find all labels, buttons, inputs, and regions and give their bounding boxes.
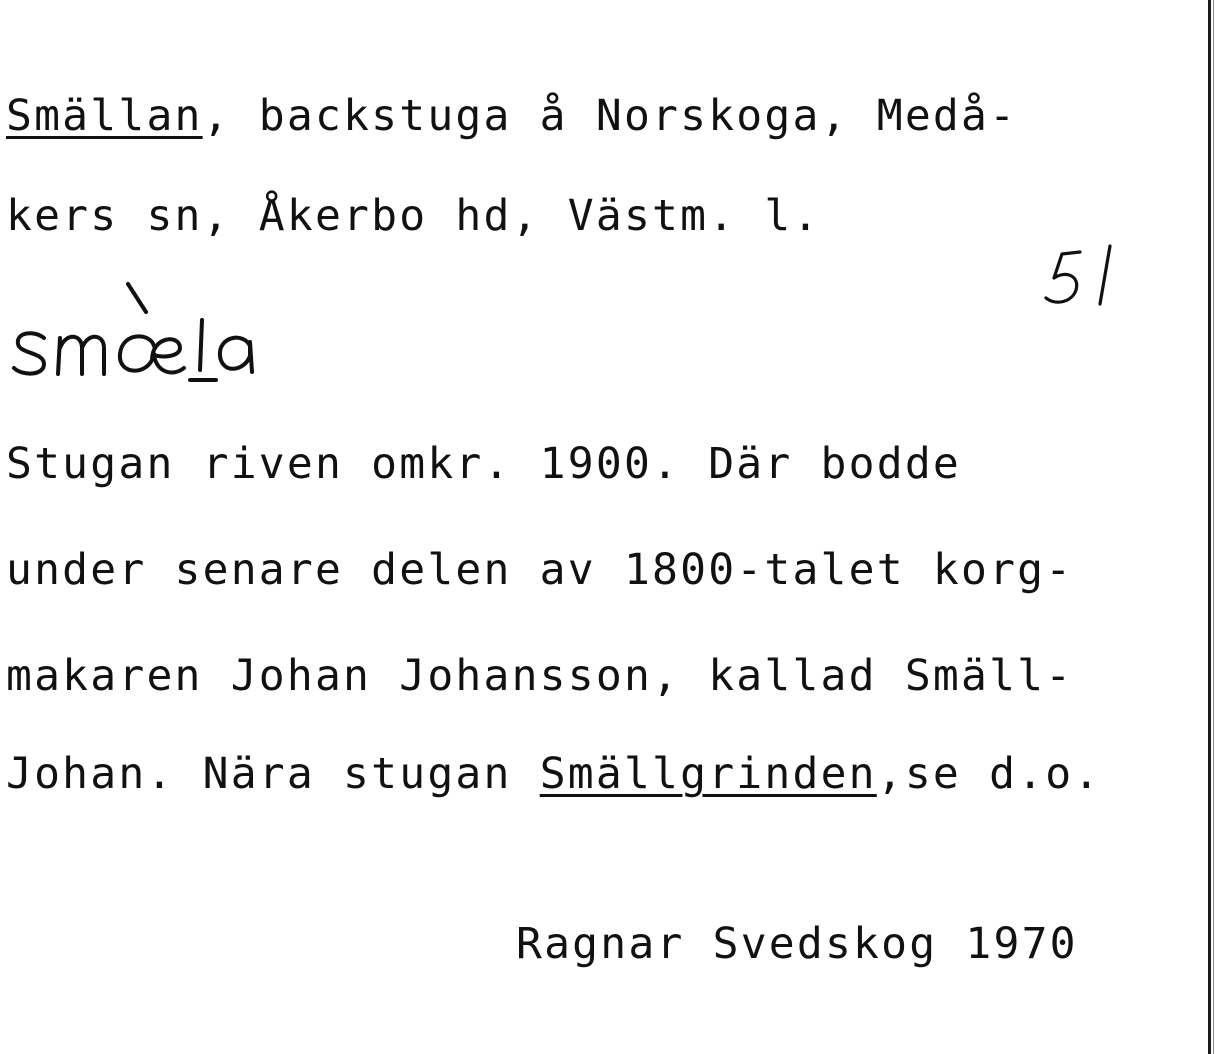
body-line-4-start: Johan. Nära stugan xyxy=(6,749,540,799)
body-line-4-end: ,se d.o. xyxy=(876,749,1102,799)
handwritten-card-number xyxy=(1036,240,1126,312)
body-line-4 xyxy=(6,748,1101,800)
handwritten-pronunciation xyxy=(4,276,266,386)
place-description: , backstuga å Norskoga, Medå- xyxy=(202,91,1018,141)
body-line-2: under senare delen av 1800-talet korg- xyxy=(6,545,1074,595)
signature-line: Ragnar Svedskog 1970 xyxy=(516,919,1078,969)
cross-reference-place: Smällgrinden xyxy=(539,749,877,799)
body-line-1: Stugan riven omkr. 1900. Där bodde xyxy=(6,439,961,489)
card-edge-line xyxy=(1208,0,1211,1054)
place-name: Smällan xyxy=(6,91,203,141)
entry-heading xyxy=(6,90,1017,142)
location-line: kers sn, Åkerbo hd, Västm. l. xyxy=(6,191,821,241)
card-edge-shadow xyxy=(1213,0,1214,1054)
body-line-3: makaren Johan Johansson, kallad Smäll- xyxy=(6,651,1074,701)
